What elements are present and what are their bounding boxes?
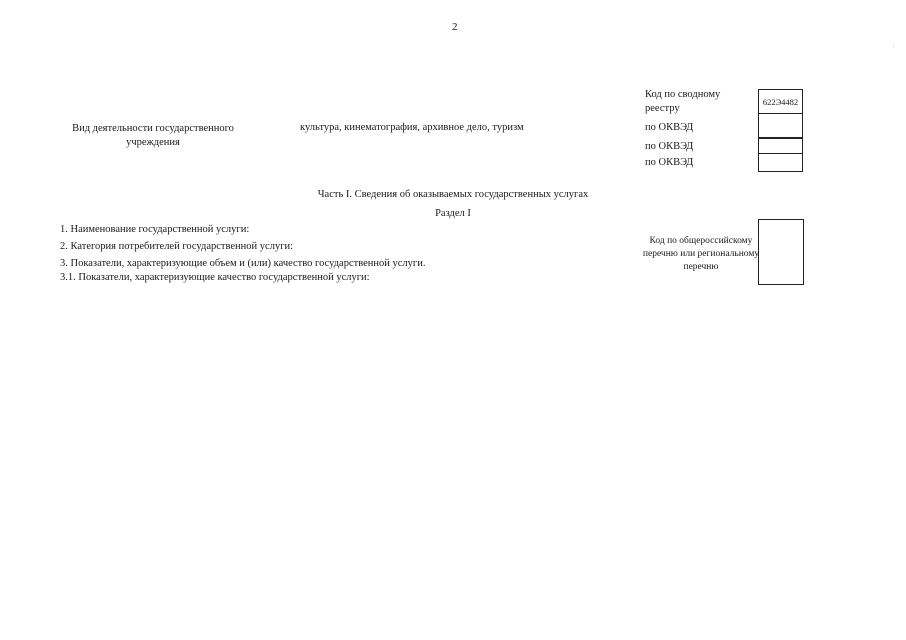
activity-type-value: культура, кинематография, архивное дело, туризм [300,122,524,133]
okved-label-2: по ОКВЭД [645,141,694,152]
okved-code-box-2 [758,138,803,154]
okved-label-1: по ОКВЭД [645,122,694,133]
activity-type-label: Вид деятельности государственного учреждения [72,123,234,148]
list-code-label: Код по общероссийскому перечню или региональному перечню [642,236,760,272]
section-title: Раздел I [435,208,471,219]
okved-label-3: по ОКВЭД [645,157,694,168]
quality-indicators-item: 3.1. Показатели, характеризующие качество государственной услуги: [60,272,370,283]
volume-quality-indicators-item: 3. Показатели, характеризующие объем и (или) качество государственной услуги. [60,258,426,269]
list-code-box [758,219,804,285]
okved-code-box-1 [758,114,803,138]
okved-code-box-3 [758,154,803,172]
service-name-item: 1. Наименование государственной услуги: [60,224,250,235]
part-title: Часть I. Сведения об оказываемых государственных услугах [317,189,589,200]
page-number: 2 [452,21,458,33]
registry-code-value: 622Э4482 [762,96,799,107]
registry-code-label: Код по сводному реестру [645,89,721,114]
registry-code-box [758,89,803,114]
scan-speck [893,46,894,47]
consumer-category-item: 2. Категория потребителей государственной услуги: [60,241,294,252]
